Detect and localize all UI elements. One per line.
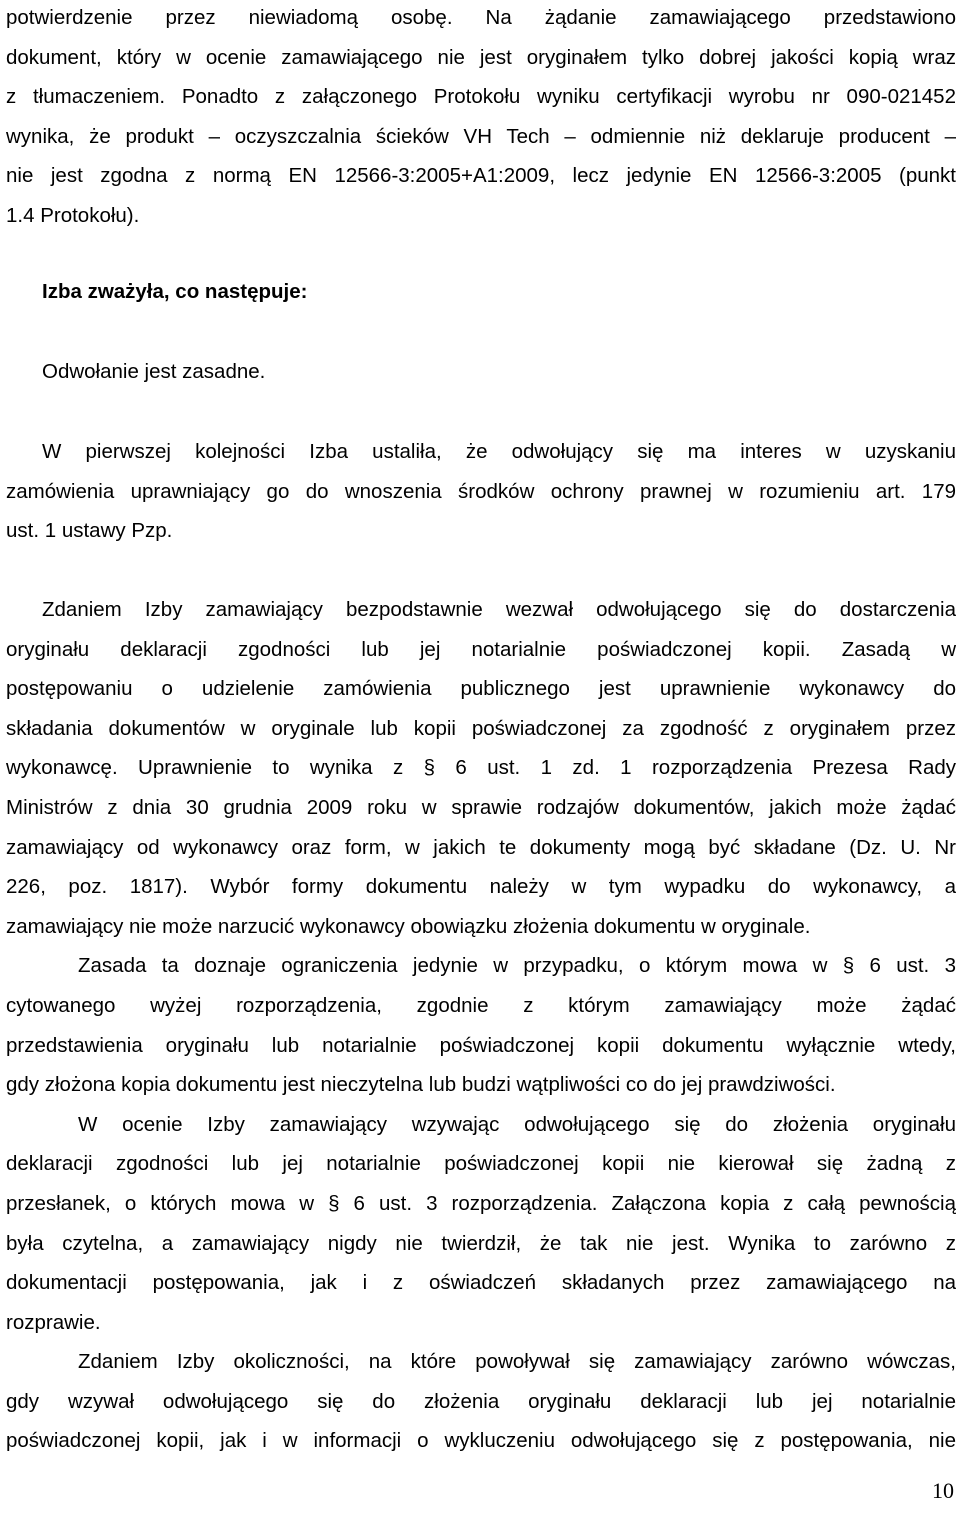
text-line: potwierdzenie przez niewiadomą osobę. Na żądanie zamawiającego przedstawiono: [6, 6, 956, 29]
paragraph-intro: [6, 0, 956, 236]
text-line: z tłumaczeniem. Ponadto z załączonego Protokołu wyniku certyfikacji wyrobu nr 090-021452: [6, 85, 956, 109]
text-line: Zasada ta doznaje ograniczenia jedynie w przypadku, o którym mowa w § 6 ust. 3: [78, 954, 956, 978]
text-line: gdy wzywał odwołującego się do złożenia oryginału deklaracji lub jej notarialnie: [6, 1389, 956, 1413]
text-line: dokumentacji postępowania, jak i z oświadczeń składanych przez zamawiającego na: [6, 1271, 956, 1295]
section-heading: Izba zważyła, co następuje:: [42, 280, 308, 303]
text-line: W ocenie Izby zamawiający wzywając odwołującego się do złożenia oryginału: [78, 1112, 956, 1136]
verdict-text: Odwołanie jest zasadne.: [42, 360, 266, 383]
text-line: cytowanego wyżej rozporządzenia, zgodnie z którym zamawiający może żądać: [6, 993, 956, 1017]
text-line: poświadczonej kopii, jak i w informacji o wykluczeniu odwołującego się z postępowania, nie: [6, 1429, 956, 1453]
page-number: 10: [932, 1478, 954, 1503]
text-line: 1.4 Protokołu).: [6, 203, 140, 227]
text-line: nie jest zgodna z normą EN 12566-3:2005+A1:2009, lecz jedynie EN 12566-3:2005 (punkt: [6, 164, 956, 188]
paragraph-main: [6, 590, 956, 1461]
text-line: zamawiający nie może narzucić wykonawcy obowiązku złożenia dokumentu w oryginale.: [6, 914, 811, 938]
text-line: składania dokumentów w oryginale lub kopii poświadczonej za zgodność z oryginałem przez: [6, 716, 956, 740]
text-line: oryginału deklaracji zgodności lub jej notarialnie poświadczonej kopii. Zasadą w: [6, 637, 956, 661]
text-line: Ministrów z dnia 30 grudnia 2009 roku w sprawie rodzajów dokumentów, jakich może żądać: [6, 795, 956, 819]
text-line: zamówienia uprawniający go do wnoszenia środków ochrony prawnej w rozumieniu art. 179: [6, 479, 956, 503]
text-line: 226, poz. 1817). Wybór formy dokumentu należy w tym wypadku do wykonawcy, a: [6, 875, 956, 899]
text-line: Zdaniem Izby zamawiający bezpodstawnie wezwał odwołującego się do dostarczenia: [42, 598, 956, 621]
text-line: zamawiający od wykonawcy oraz form, w jakich te dokumenty mogą być składane (Dz. U. Nr: [6, 835, 956, 859]
text-line: dokument, który w ocenie zamawiającego nie jest oryginałem tylko dobrej jakości kopią wraz: [6, 45, 956, 69]
text-line: rozprawie.: [6, 1310, 101, 1334]
text-line: przedstawienia oryginału lub notarialnie poświadczonej kopii dokumentu wyłącznie wtedy,: [6, 1033, 956, 1057]
text-line: Zdaniem Izby okoliczności, na które powoływał się zamawiający zarówno wówczas,: [78, 1350, 956, 1374]
paragraph-interes: [6, 432, 956, 551]
text-line: ust. 1 ustawy Pzp.: [6, 519, 173, 543]
text-line: wykonawcę. Uprawnienie to wynika z § 6 ust. 1 zd. 1 rozporządzenia Prezesa Rady: [6, 756, 956, 780]
text-line: W pierwszej kolejności Izba ustaliła, że odwołujący się ma interes w uzyskaniu: [42, 440, 956, 463]
text-line: gdy złożona kopia dokumentu jest nieczytelna lub budzi wątpliwości co do jej prawdziwości.: [6, 1073, 836, 1097]
text-line: deklaracji zgodności lub jej notarialnie poświadczonej kopii nie kierował się żadną z: [6, 1152, 956, 1176]
text-line: postępowaniu o udzielenie zamówienia publicznego jest uprawnienie wykonawcy do: [6, 677, 956, 701]
text-line: wynika, że produkt – oczyszczalnia ścieków VH Tech – odmiennie niż deklaruje producent –: [6, 124, 956, 148]
text-line: przesłanek, o których mowa w § 6 ust. 3 rozporządzenia. Załączona kopia z całą pewnością: [6, 1191, 956, 1215]
text-line: była czytelna, a zamawiający nigdy nie twierdził, że tak nie jest. Wynika to zarówno z: [6, 1231, 956, 1255]
